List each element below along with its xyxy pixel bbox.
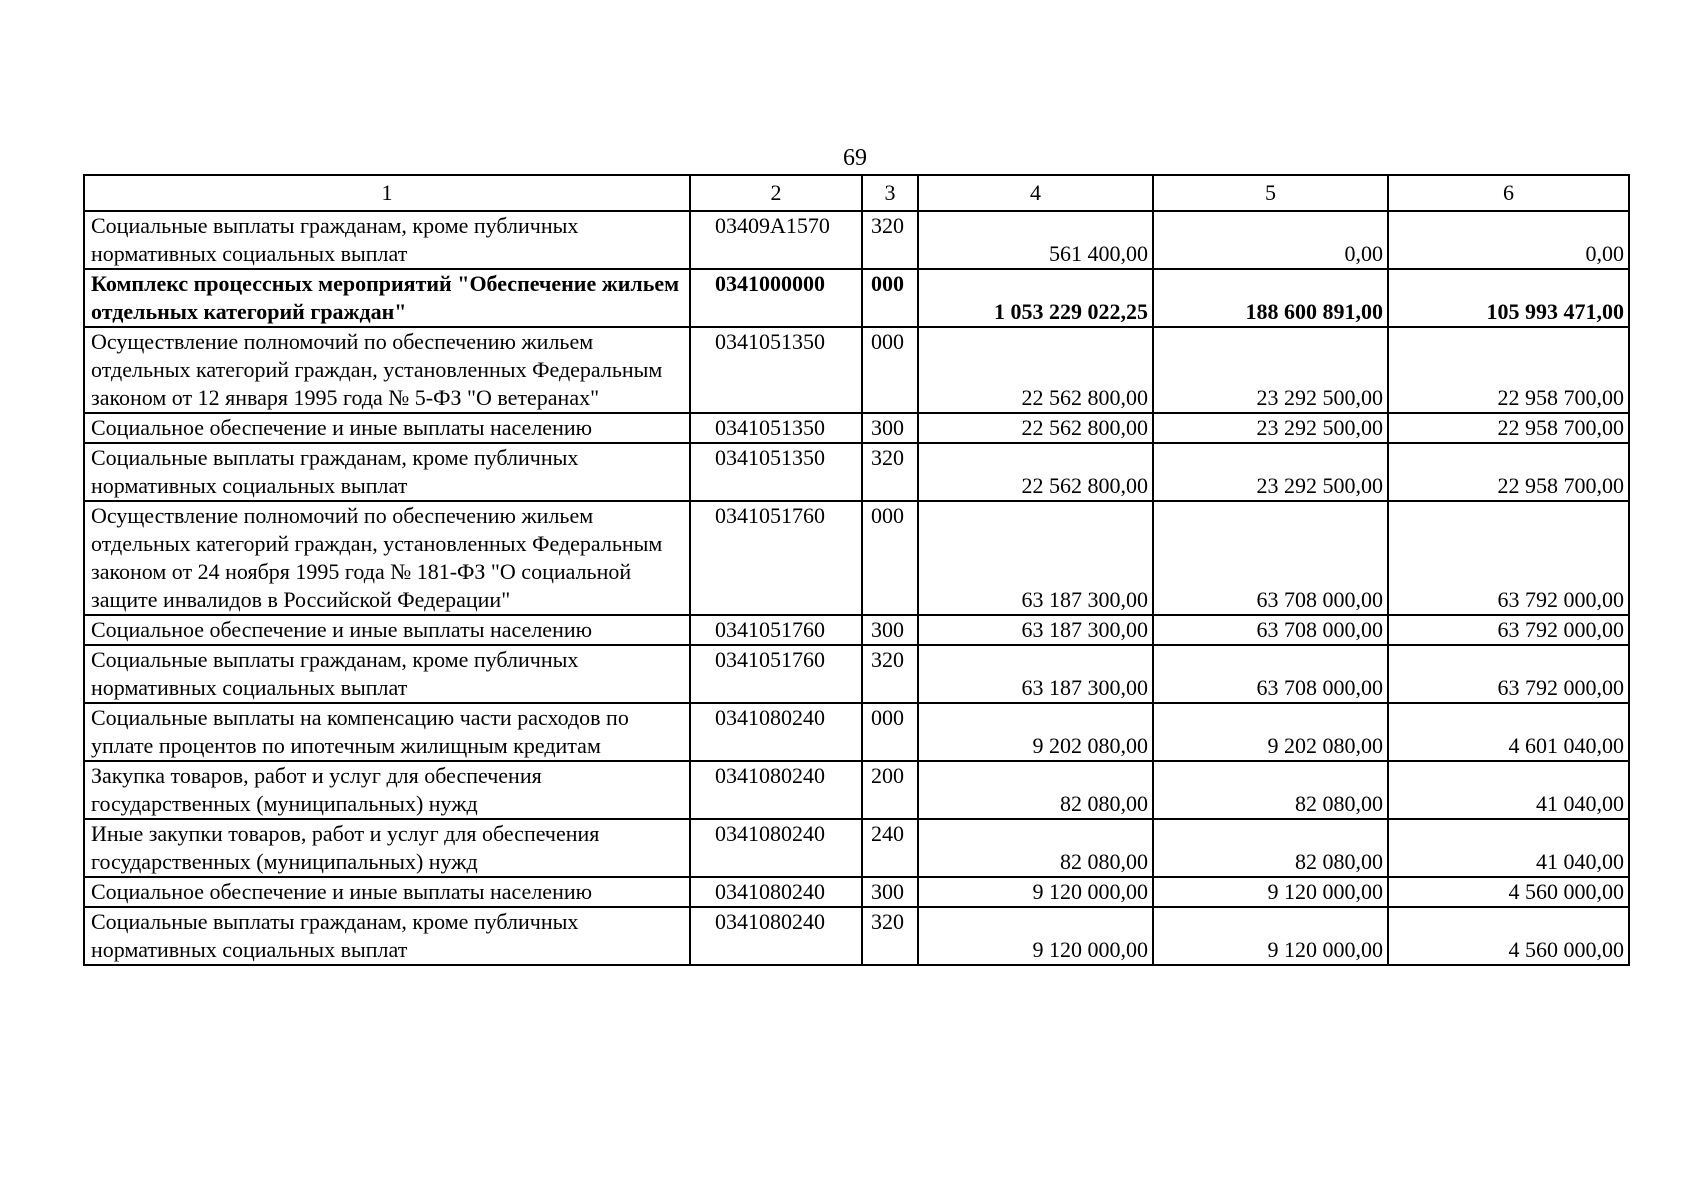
row-amount-col6-cell: 4 560 000,00 [1388,877,1629,907]
row-amount-col5-cell: 23 292 500,00 [1153,413,1388,443]
row-amount-col4-cell: 82 080,00 [918,819,1153,877]
row-name-cell: Социальное обеспечение и иные выплаты населению [84,413,690,443]
row-amount-col6-cell: 22 958 700,00 [1388,327,1629,413]
row-amount-col6-cell: 41 040,00 [1388,819,1629,877]
table-row [84,443,1629,501]
row-amount-col5-cell: 63 708 000,00 [1153,501,1388,615]
row-expense-type-cell: 240 [862,819,918,877]
row-code-cell: 0341080240 [690,907,862,965]
row-code-cell: 0341080240 [690,761,862,819]
row-amount-col5-cell: 23 292 500,00 [1153,327,1388,413]
row-amount-col4-cell: 9 120 000,00 [918,877,1153,907]
row-amount-col4-cell: 22 562 800,00 [918,413,1153,443]
row-name-cell: Осуществление полномочий по обеспечению жильем отдельных категорий граждан, установленных Федеральным законом от 24 ноября 1995 года № 181-ФЗ "О социальной защите инвалидов в Российской Федерации" [84,501,690,615]
column-header-2: 2 [690,175,862,211]
column-header-6: 6 [1388,175,1629,211]
column-header-3: 3 [862,175,918,211]
row-amount-col5-cell: 63 708 000,00 [1153,645,1388,703]
row-code-cell: 0341051350 [690,443,862,501]
column-header-1: 1 [84,175,690,211]
row-amount-col5-cell: 9 120 000,00 [1153,907,1388,965]
row-amount-col5-cell: 9 202 080,00 [1153,703,1388,761]
row-expense-type-cell: 320 [862,211,918,269]
table-row [84,615,1629,645]
row-amount-col6-cell: 4 560 000,00 [1388,907,1629,965]
row-name-cell: Социальное обеспечение и иные выплаты населению [84,877,690,907]
row-amount-col5-cell: 0,00 [1153,211,1388,269]
row-name-cell: Иные закупки товаров, работ и услуг для обеспечения государственных (муниципальных) нужд [84,819,690,877]
row-amount-col4-cell: 22 562 800,00 [918,327,1153,413]
row-amount-col6-cell: 0,00 [1388,211,1629,269]
row-expense-type-cell: 320 [862,443,918,501]
table-row [84,877,1629,907]
row-code-cell: 0341051350 [690,413,862,443]
row-name-cell: Социальные выплаты гражданам, кроме публичных нормативных социальных выплат [84,211,690,269]
row-name-cell: Социальные выплаты гражданам, кроме публичных нормативных социальных выплат [84,907,690,965]
table-row [84,327,1629,413]
row-code-cell: 0341051760 [690,645,862,703]
table-row [84,907,1629,965]
row-amount-col4-cell: 82 080,00 [918,761,1153,819]
row-code-cell: 0341051760 [690,501,862,615]
row-amount-col4-cell: 63 187 300,00 [918,645,1153,703]
row-amount-col5-cell: 23 292 500,00 [1153,443,1388,501]
row-amount-col6-cell: 22 958 700,00 [1388,413,1629,443]
row-amount-col5-cell: 9 120 000,00 [1153,877,1388,907]
row-amount-col5-cell: 82 080,00 [1153,761,1388,819]
row-amount-col4-cell: 63 187 300,00 [918,615,1153,645]
row-amount-col4-cell: 1 053 229 022,25 [918,269,1153,327]
row-amount-col4-cell: 63 187 300,00 [918,501,1153,615]
row-amount-col6-cell: 63 792 000,00 [1388,645,1629,703]
row-name-cell: Социальные выплаты гражданам, кроме публичных нормативных социальных выплат [84,443,690,501]
table-row [84,501,1629,615]
row-expense-type-cell: 300 [862,413,918,443]
row-amount-col4-cell: 9 120 000,00 [918,907,1153,965]
row-expense-type-cell: 300 [862,877,918,907]
table-row [84,645,1629,703]
row-expense-type-cell: 000 [862,327,918,413]
row-amount-col6-cell: 41 040,00 [1388,761,1629,819]
row-name-cell: Осуществление полномочий по обеспечению жильем отдельных категорий граждан, установленных Федеральным законом от 12 января 1995 года № 5-ФЗ "О ветеранах" [84,327,690,413]
row-name-cell: Комплекс процессных мероприятий "Обеспечение жильем отдельных категорий граждан" [84,269,690,327]
row-amount-col6-cell: 105 993 471,00 [1388,269,1629,327]
row-expense-type-cell: 300 [862,615,918,645]
row-name-cell: Социальные выплаты на компенсацию части расходов по уплате процентов по ипотечным жилищным кредитам [84,703,690,761]
budget-table-body [84,175,1629,965]
row-expense-type-cell: 000 [862,703,918,761]
row-code-cell: 0341080240 [690,877,862,907]
table-row [84,761,1629,819]
row-amount-col6-cell: 4 601 040,00 [1388,703,1629,761]
row-code-cell: 03409А1570 [690,211,862,269]
budget-table [83,174,1630,966]
row-code-cell: 0341000000 [690,269,862,327]
row-code-cell: 0341051760 [690,615,862,645]
table-row [84,211,1629,269]
row-amount-col5-cell: 188 600 891,00 [1153,269,1388,327]
column-number-row [84,175,1629,211]
row-amount-col4-cell: 9 202 080,00 [918,703,1153,761]
row-expense-type-cell: 320 [862,907,918,965]
column-header-4: 4 [918,175,1153,211]
row-amount-col6-cell: 63 792 000,00 [1388,615,1629,645]
column-header-5: 5 [1153,175,1388,211]
table-row [84,413,1629,443]
row-amount-col6-cell: 22 958 700,00 [1388,443,1629,501]
row-expense-type-cell: 320 [862,645,918,703]
row-amount-col5-cell: 63 708 000,00 [1153,615,1388,645]
row-expense-type-cell: 000 [862,269,918,327]
row-code-cell: 0341080240 [690,703,862,761]
row-amount-col6-cell: 63 792 000,00 [1388,501,1629,615]
row-amount-col5-cell: 82 080,00 [1153,819,1388,877]
row-code-cell: 0341080240 [690,819,862,877]
page-number: 69 [843,145,867,171]
row-amount-col4-cell: 561 400,00 [918,211,1153,269]
row-amount-col4-cell: 22 562 800,00 [918,443,1153,501]
table-row [84,703,1629,761]
row-expense-type-cell: 000 [862,501,918,615]
row-code-cell: 0341051350 [690,327,862,413]
row-name-cell: Социальное обеспечение и иные выплаты населению [84,615,690,645]
row-expense-type-cell: 200 [862,761,918,819]
row-name-cell: Социальные выплаты гражданам, кроме публичных нормативных социальных выплат [84,645,690,703]
table-row [84,819,1629,877]
row-name-cell: Закупка товаров, работ и услуг для обеспечения государственных (муниципальных) нужд [84,761,690,819]
table-row [84,269,1629,327]
